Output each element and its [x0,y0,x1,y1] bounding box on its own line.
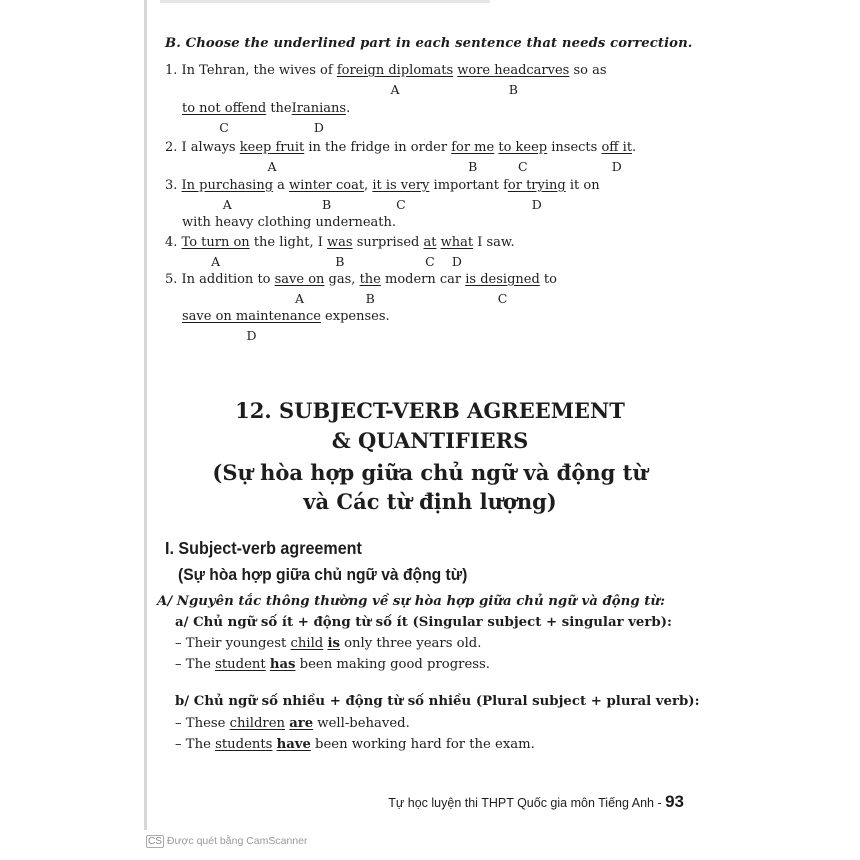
option-c [423,234,437,269]
verb: are [289,716,314,731]
example [175,657,490,672]
option-letter: C [497,291,508,306]
text: important f [429,178,508,193]
text: . [632,140,637,155]
option-d [182,308,321,343]
page-footer [388,792,684,812]
option-letter: C [517,159,528,174]
chapter-title-line-1: 12. SUBJECT-VERB AGREEMENT [235,398,625,423]
subject: student [215,657,266,672]
option-text: wore headcarves [457,63,570,78]
option-letter: A [211,254,221,269]
text: – These [175,716,230,731]
option-letter: B [321,197,332,212]
text: been working hard for the exam. [310,737,535,752]
question-2 [165,139,637,174]
verb: is [327,636,340,651]
subject: child [290,636,324,651]
option-text: save on maintenance [182,309,321,324]
option-c [182,100,267,135]
subject: students [215,737,273,752]
text: . [346,101,351,116]
option-text: to not offend [182,101,267,116]
text: so as [569,63,607,78]
book-title: Tự học luyện thi THPT Quốc gia môn Tiếng Anh - [388,796,666,810]
option-text: off it [601,140,633,155]
option-letter: A [267,159,277,174]
option-letter: A [295,291,305,306]
rule-a-heading: A/ Nguyên tắc thông thường về sự hòa hợp giữa chủ ngữ và động từ: [157,594,665,609]
chapter-title-line-4: và Các từ định lượng) [303,489,557,514]
text: 4. [165,235,182,250]
option-b [451,139,495,174]
text: the light, I [249,235,328,250]
subject: children [229,716,286,731]
option-letter: B [468,159,478,174]
option-text: the [359,272,381,287]
text: gas, [324,272,360,287]
question-3 [165,177,600,212]
option-text: is designed [465,272,540,287]
option-a [274,271,325,306]
sub-rule-a: a/ Chủ ngữ số ít + động từ số ít (Singular subject + singular verb): [175,615,672,630]
previous-page-shadow [160,0,490,3]
question-5 [165,271,557,306]
text: expenses. [320,309,390,324]
text: a [273,178,290,193]
sub-rule-b: b/ Chủ ngữ số nhiều + động từ số nhiều (Plural subject + plural verb): [175,694,700,709]
watermark-text: Được quét bằng CamScanner [166,835,308,847]
option-letter: B [365,291,375,306]
option-letter: D [246,328,257,343]
text: the [266,101,292,116]
example [175,737,535,752]
option-letter: A [222,197,232,212]
option-text: winter coat [289,178,365,193]
text: 2. I always [165,140,240,155]
question-1-line-2 [182,100,351,135]
option-text: save on [274,272,325,287]
text: well-behaved. [313,716,410,731]
camscanner-watermark [146,835,307,848]
option-text: what [440,235,474,250]
text: 5. In addition to [165,272,275,287]
option-text: Iranians [291,101,347,116]
option-text: keep fruit [239,140,305,155]
text: surprised [352,235,424,250]
verb: has [269,657,296,672]
text: – The [175,737,216,752]
option-letter: C [425,254,435,269]
text: – The [175,657,216,672]
text: been making good progress. [295,657,491,672]
text: , [364,178,373,193]
example [175,636,481,651]
text: I saw. [473,235,515,250]
option-text: at [423,235,437,250]
question-1 [165,62,607,97]
option-d [291,100,347,135]
camscanner-logo-icon: CS [148,836,162,847]
option-letter: C [396,197,406,212]
option-a [181,234,250,269]
text: 3. [165,178,182,193]
option-c [498,139,548,174]
question-5-line-2 [182,308,390,343]
option-d [507,177,566,212]
example [175,716,410,731]
section-heading: I. Subject-verb agreement [165,538,362,558]
text: modern car [380,272,466,287]
option-letter: D [313,120,324,135]
exercise-heading: B. Choose the underlined part in each sentence that needs correction. [165,36,693,51]
option-letter: D [531,197,542,212]
option-d [601,139,633,174]
option-text: it is very [372,178,430,193]
option-b [327,234,353,269]
text: to [539,272,557,287]
option-c [465,271,540,306]
page-number: 93 [665,792,684,811]
text: insects [547,140,602,155]
chapter-title-line-2: & QUANTIFIERS [331,428,529,453]
option-c [372,177,430,212]
option-letter: D [451,254,462,269]
text: it on [565,178,600,193]
question-3-line-2: with heavy clothing underneath. [182,215,397,230]
text: in the fridge in order [304,140,452,155]
option-text: for me [451,140,495,155]
text: – Their youngest [175,636,291,651]
option-letter: D [611,159,622,174]
section-subheading: (Sự hòa hợp giữa chủ ngữ và động từ) [178,565,468,584]
option-letter: C [219,120,229,135]
text: 1. In Tehran, the wives of [165,63,337,78]
option-letter: B [508,82,518,97]
option-letter: B [335,254,345,269]
option-a [336,62,454,97]
text: only three years old. [339,636,482,651]
option-text: To turn on [181,235,250,250]
option-text: foreign diplomats [336,63,454,78]
option-text: In purchasing [181,178,274,193]
option-a [239,139,305,174]
option-text: to keep [498,140,548,155]
question-4 [165,234,515,269]
option-b [457,62,570,97]
verb: have [276,737,311,752]
option-letter: A [390,82,400,97]
option-text: or trying [507,178,566,193]
option-a [181,177,274,212]
option-text: was [327,235,353,250]
page-edge [144,0,147,830]
chapter-title-line-3: (Sự hòa hợp giữa chủ ngữ và động từ [212,460,648,485]
option-d [440,234,474,269]
option-b [289,177,365,212]
option-b [359,271,381,306]
